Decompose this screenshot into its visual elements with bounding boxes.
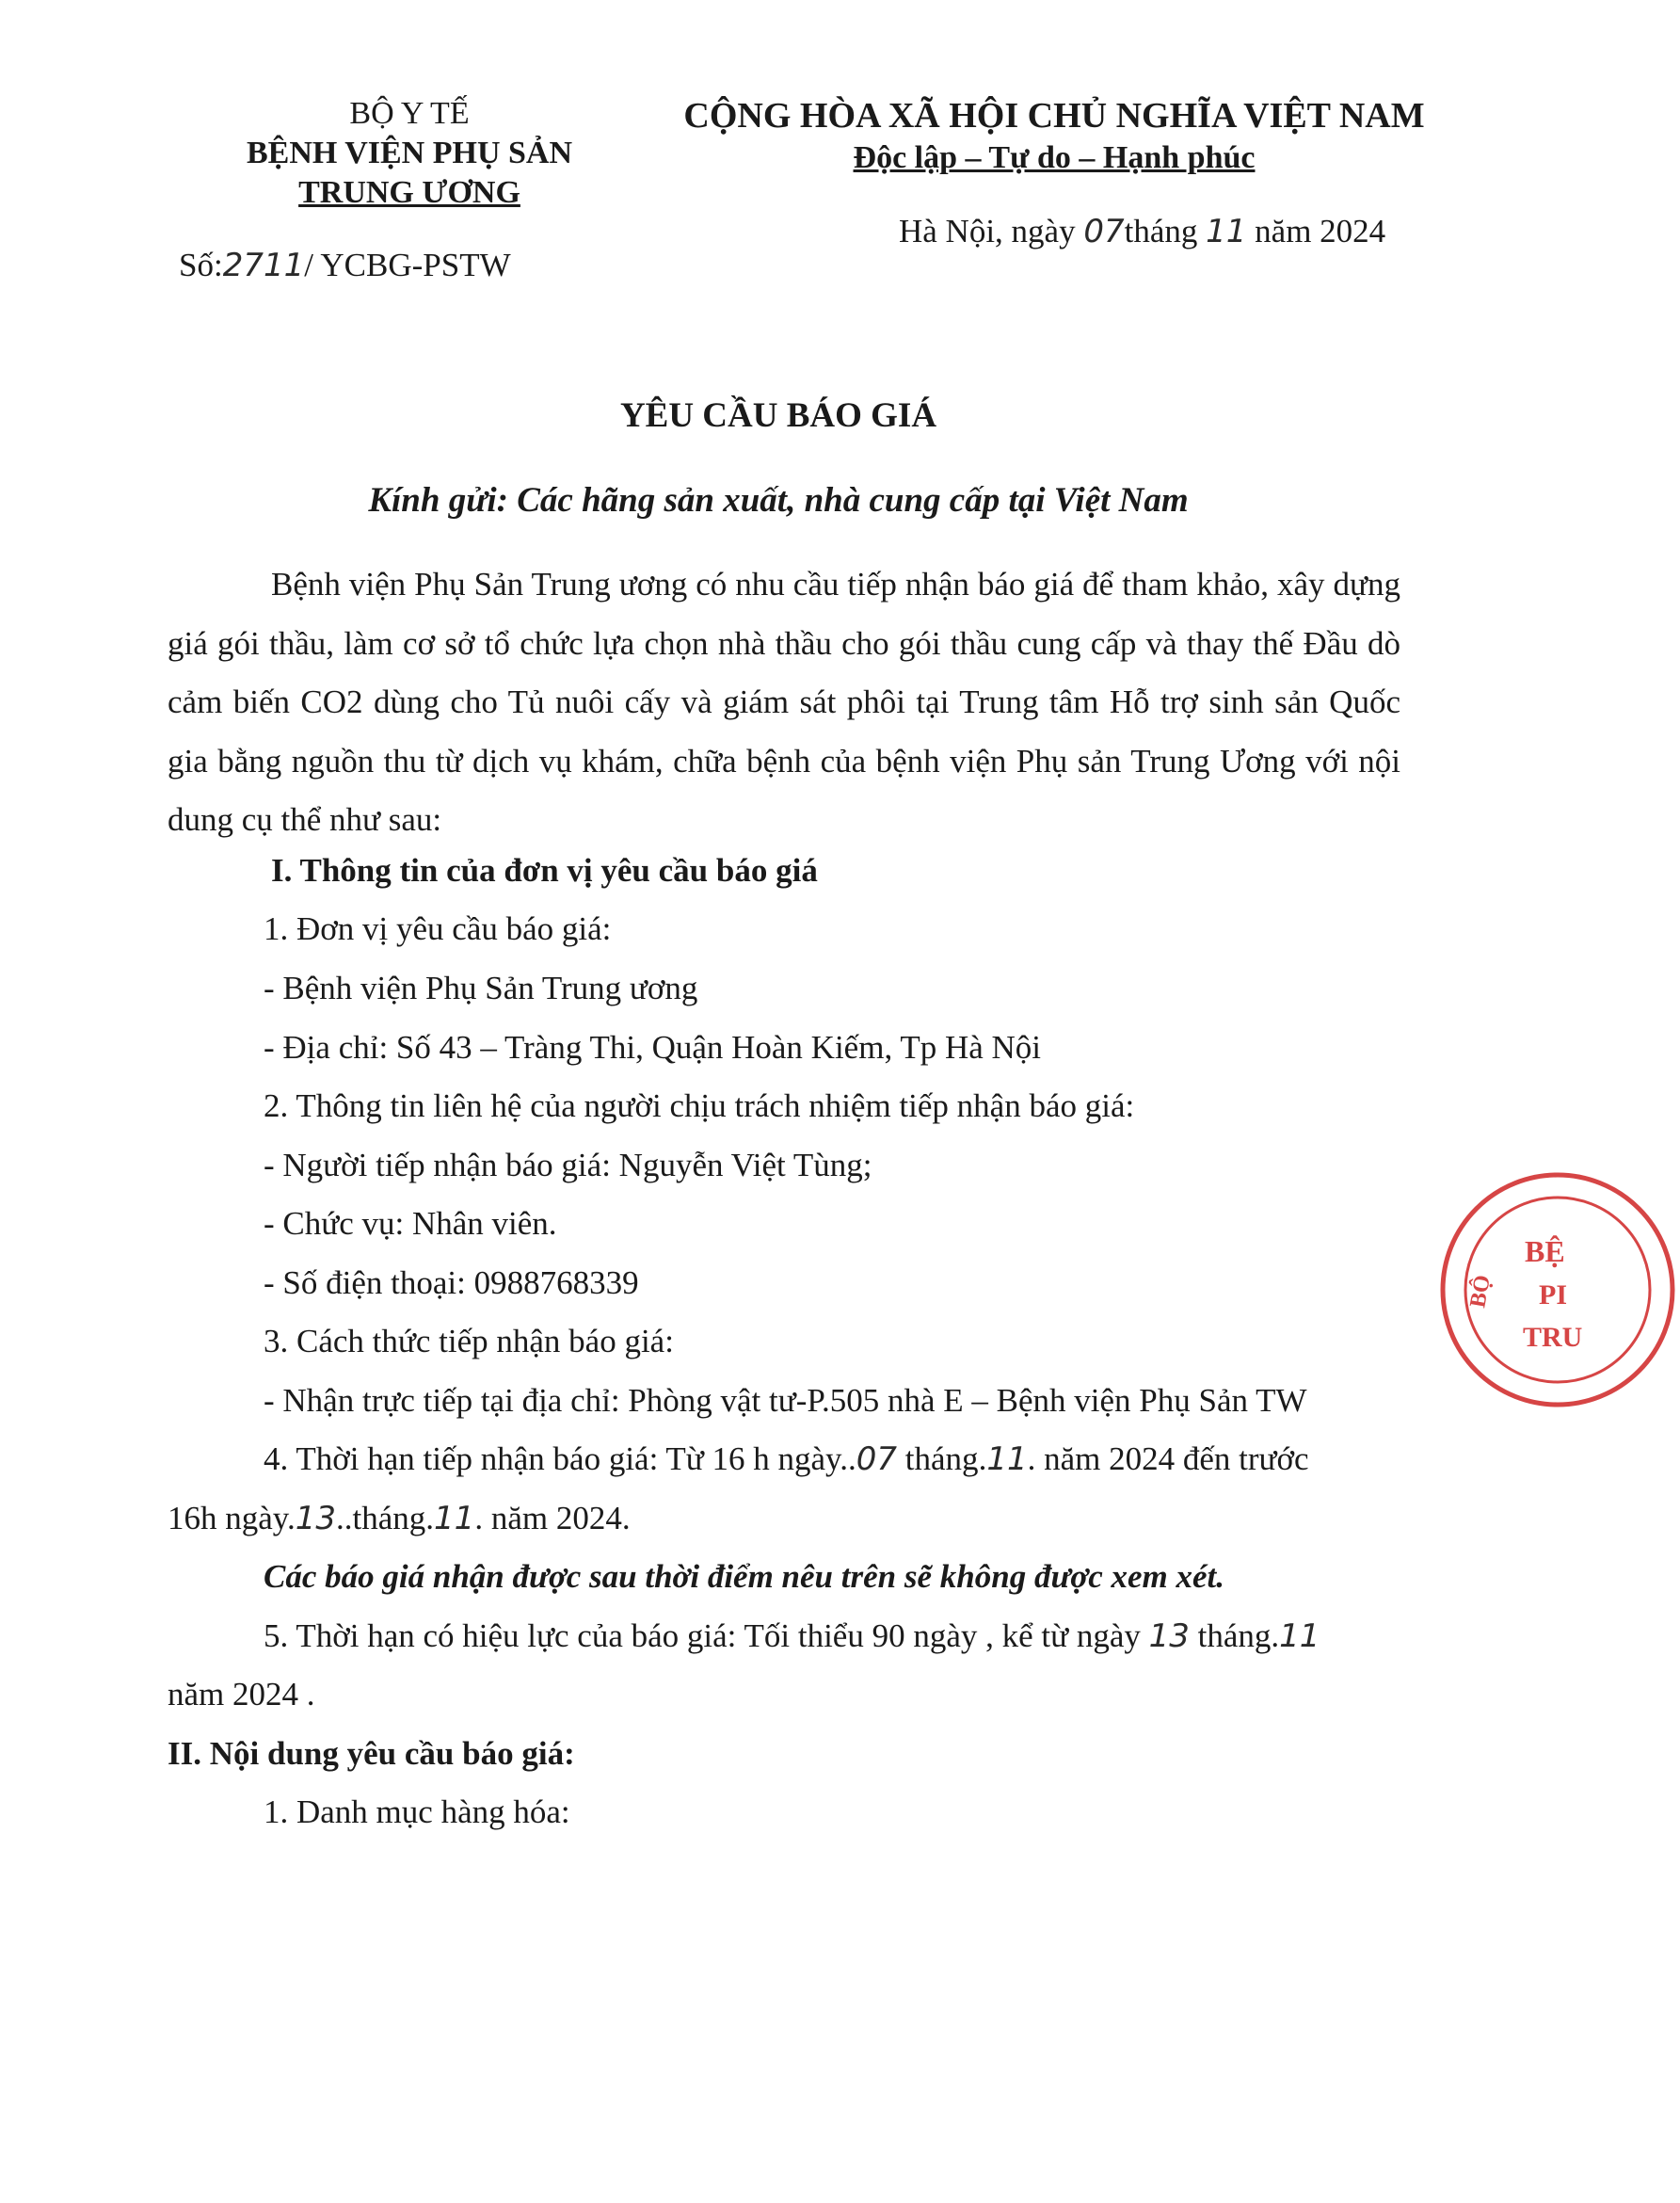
section1-item1-name: - Bệnh viện Phụ Sản Trung ương	[264, 970, 698, 1006]
intro-paragraph: Bệnh viện Phụ Sản Trung ương có nhu cầu tiếp nhận báo giá để tham khảo, xây dựng giá gói thầu, làm cơ sở tổ chức lựa chọn nhà thầu cho gói thầu cung cấp và thay thế Đầu dò cảm biến CO2 dùng cho Tủ nuôi cấy và giám sát phôi tại Trung tâm Hỗ trợ sinh sản Quốc gia bằng nguồn thu từ dịch vụ khám, chữa bệnh của bệnh viện Phụ sản Trung Ương với nội dung cụ thể như sau:	[168, 566, 1400, 838]
section1-item4-line2: 16h ngày.13..tháng.11. năm 2024.	[168, 1500, 631, 1537]
deadline-note: Các báo giá nhận được sau thời điểm nêu trên sẽ không được xem xét.	[264, 1558, 1224, 1595]
item4-text-e: tháng	[352, 1500, 426, 1536]
section1-item1: 1. Đơn vị yêu cầu báo giá:	[264, 910, 612, 947]
section1-heading: I. Thông tin của đơn vị yêu cầu báo giá	[271, 852, 818, 889]
section2-heading: II. Nội dung yêu cầu báo giá:	[168, 1735, 575, 1772]
recipient-line: Kính gửi: Các hãng sản xuất, nhà cung cấp tại Việt Nam	[368, 481, 1189, 520]
section2-item1: 1. Danh mục hàng hóa:	[264, 1793, 570, 1830]
stamp-text-line2: PI	[1539, 1279, 1567, 1311]
section1-item1-address: - Địa chỉ: Số 43 – Tràng Thi, Quận Hoàn Kiếm, Tp Hà Nội	[264, 1029, 1042, 1066]
section1-item2-position: - Chức vụ: Nhân viên.	[264, 1205, 557, 1242]
ministry-name: BỘ Y TẾ	[349, 96, 470, 131]
handwritten-valid-day: 13	[1148, 1617, 1190, 1655]
handwritten-month-start: 11	[986, 1440, 1028, 1478]
item5-text-b: tháng	[1189, 1617, 1272, 1654]
handwritten-month-end: 11	[434, 1500, 475, 1537]
handwritten-day: 07	[1083, 213, 1125, 250]
date-prefix: Hà Nội, ngày	[899, 213, 1084, 249]
document-title: YÊU CẦU BÁO GIÁ	[619, 396, 937, 435]
section1-item2-phone: - Số điện thoại: 0988768339	[264, 1264, 639, 1301]
handwritten-valid-month: 11	[1279, 1617, 1320, 1655]
item4-text-c: năm 2024 đến trước	[1035, 1440, 1309, 1477]
official-stamp	[1435, 1167, 1680, 1412]
date-year: năm 2024	[1246, 213, 1386, 249]
date-month-label: tháng	[1124, 213, 1207, 249]
national-motto: Độc lập – Tự do – Hạnh phúc	[853, 140, 1256, 175]
section1-item2-person: - Người tiếp nhận báo giá: Nguyễn Việt Tùng;	[264, 1147, 872, 1183]
hospital-name-line1: BỆNH VIỆN PHỤ SẢN	[246, 136, 573, 170]
item4-text-b: tháng	[897, 1440, 979, 1477]
section1-item3-method: - Nhận trực tiếp tại địa chỉ: Phòng vật tư-P.505 nhà E – Bệnh viện Phụ Sản TW	[264, 1382, 1307, 1419]
stamp-text-line3: TRU	[1523, 1322, 1583, 1353]
handwritten-day-start: 07	[856, 1440, 898, 1478]
section1-item5-line2: năm 2024 .	[168, 1676, 315, 1713]
section1-item3: 3. Cách thức tiếp nhận báo giá:	[264, 1323, 674, 1359]
document-number	[179, 247, 511, 284]
section1-item5-line1: 5. Thời hạn có hiệu lực của báo giá: Tối thiểu 90 ngày , kể từ ngày 13 tháng.11	[264, 1617, 1320, 1655]
handwritten-month: 11	[1206, 213, 1247, 250]
item4-text-f: năm 2024.	[483, 1500, 631, 1536]
handwritten-number: 2711	[222, 247, 305, 284]
issuing-agency-block	[202, 94, 616, 213]
number-prefix: Số:	[179, 247, 223, 283]
country-name: CỘNG HÒA XÃ HỘI CHỦ NGHĨA VIỆT NAM	[683, 96, 1425, 136]
stamp-text-line1: BỆ	[1525, 1234, 1565, 1268]
item4-text-a: 4. Thời hạn tiếp nhận báo giá: Từ 16 h ngày	[264, 1440, 840, 1477]
document-date	[899, 213, 1385, 250]
number-suffix: / YCBG-PSTW	[304, 247, 511, 283]
hospital-name-line2: TRUNG ƯƠNG	[298, 175, 520, 210]
section1-item4-line1: 4. Thời hạn tiếp nhận báo giá: Từ 16 h ngày..07 tháng.11. năm 2024 đến trước	[264, 1440, 1309, 1478]
stamp-side-text: BỘ	[1465, 1273, 1496, 1311]
item5-text-a: 5. Thời hạn có hiệu lực của báo giá: Tối thiểu 90 ngày , kể từ ngày	[264, 1617, 1141, 1654]
section1-item2: 2. Thông tin liên hệ của người chịu trách nhiệm tiếp nhận báo giá:	[264, 1087, 1135, 1124]
national-header-block	[649, 94, 1459, 179]
handwritten-day-end: 13	[295, 1500, 337, 1537]
item4-text-d: 16h ngày	[168, 1500, 288, 1536]
